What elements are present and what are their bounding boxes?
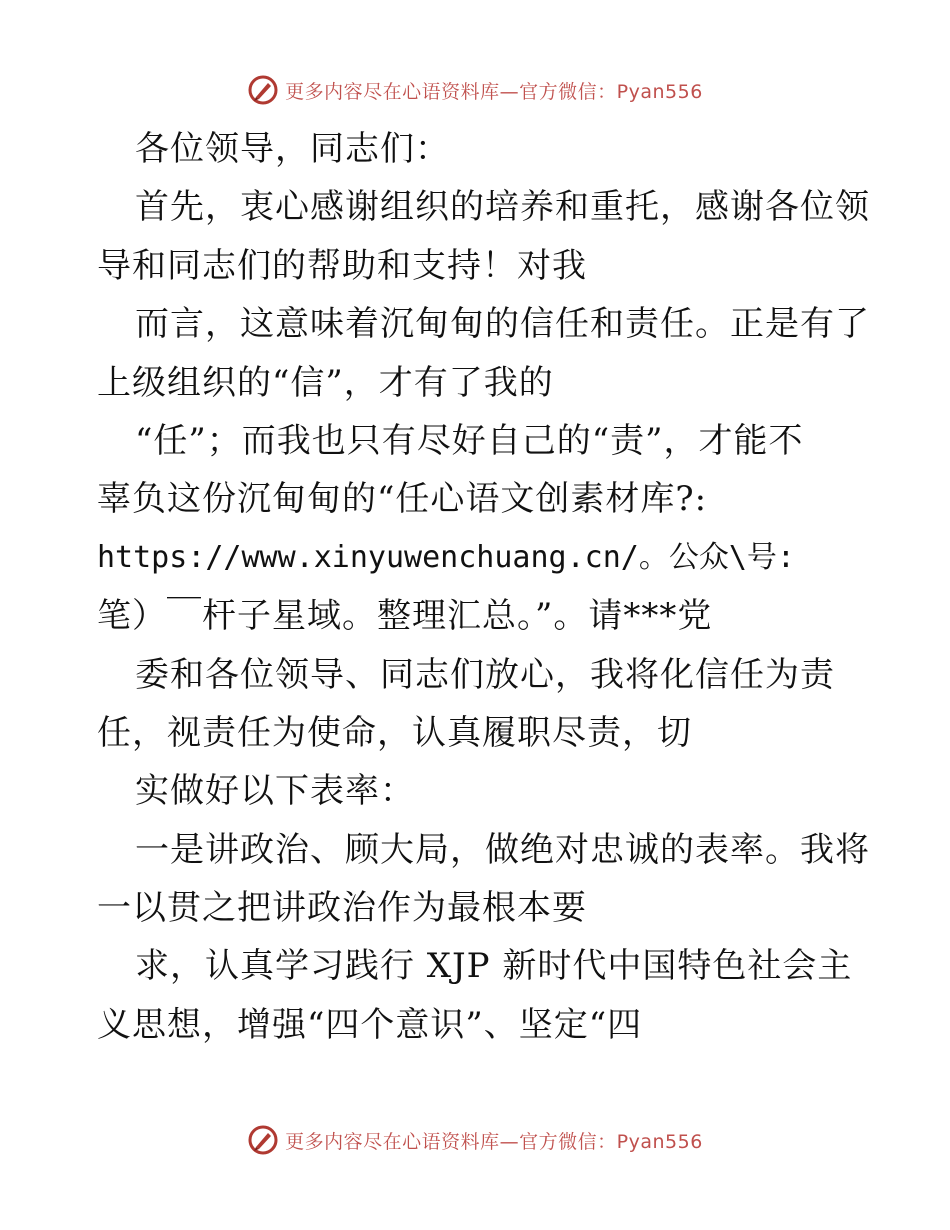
header-banner-text: 更多内容尽在心语资料库—官方微信：Pyan556 (285, 80, 703, 103)
text-line: 辜负这份沉甸甸的“任心语文创素材库?: (97, 479, 708, 520)
text-line: 导和同志们的帮助和支持！对我 (97, 245, 587, 286)
text-line: 各位领导，同志们： (135, 129, 450, 169)
footer-banner-text: 更多内容尽在心语资料库—官方微信：Pyan556 (285, 1130, 703, 1153)
text-line: 首先，衷心感谢组织的培养和重托，感谢各位领 (135, 187, 870, 228)
text-line: 任，视责任为使命，认真履职尽责，切 (97, 712, 692, 753)
footer-banner (0, 1120, 950, 1160)
text-line: 委和各位领导、同志们放心，我将化信任为责 (135, 654, 835, 695)
pen-circle-logo-icon (247, 74, 279, 106)
text-line: “任”；而我也只有尽好自己的“责”，才能不 (135, 420, 804, 461)
text-line: 而言，这意味着沉甸甸的信任和责任。正是有了 (135, 304, 870, 345)
text-line: 一是讲政治、顾大局，做绝对忠诚的表率。我将 (135, 829, 870, 870)
document-body (97, 120, 870, 1054)
text-line: 上级组织的“信”，才有了我的 (97, 362, 554, 403)
text-line: 义思想，增强“四个意识”、坚定“四 (97, 1004, 643, 1045)
text-line: 实做好以下表率： (135, 771, 415, 812)
pen-circle-logo-icon (247, 1124, 279, 1156)
text-line: 一以贯之把讲政治作为最根本要 (97, 888, 587, 929)
text-line: 笔）￣杆子星域。整理汇总。”。请***党 (97, 596, 713, 637)
header-banner (0, 70, 950, 110)
text-line-url: https://www.xinyuwenchuang.cn/。公众\号: (97, 539, 795, 575)
text-line: 求，认真学习践行 XJP 新时代中国特色社会主 (135, 946, 853, 987)
